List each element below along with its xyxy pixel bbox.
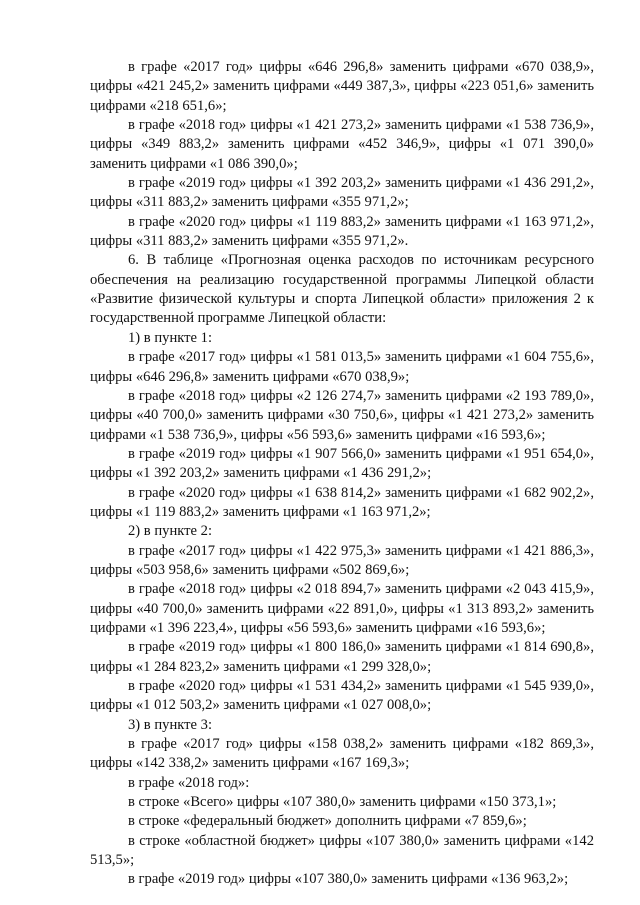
paragraph-point-2-2020: в графе «2020 год» цифры «1 531 434,2» заменить цифрами «1 545 939,0», цифры «1 012 503,2» заменить цифрами «1 027 008,0»; xyxy=(90,678,594,714)
paragraph-item-6: 6. В таблице «Прогнозная оценка расходов по источникам ресурсного обеспечения на реализацию государственной программы Липецкой области «Развитие физической культуры и спорта Липецкой области» приложения 2 к государственной программе Липецкой области: xyxy=(90,252,594,327)
paragraph-point-3-2018-heading: в графе «2018 год»: xyxy=(128,774,250,791)
paragraph-point-2-2018: в графе «2018 год» цифры «2 018 894,7» заменить цифрами «2 043 415,9», цифры «40 700,0» заменить цифрами «22 891,0», цифры «1 313 893,2» заменить цифрами «1 396 223,4», цифры «56 593,6» заменить цифрами «16 593,6»; xyxy=(90,581,594,636)
paragraph-point-1-2020: в графе «2020 год» цифры «1 638 814,2» заменить цифрами «1 682 902,2», цифры «1 119 883,2» заменить цифрами «1 163 971,2»; xyxy=(90,484,594,520)
paragraph-point-3-2019: в графе «2019 год» цифры «107 380,0» заменить цифрами «136 963,2»; xyxy=(128,871,569,888)
paragraph-point-3-2018-regional: в строке «областной бюджет» цифры «107 380,0» заменить цифрами «142 513,5»; xyxy=(90,832,594,869)
paragraph-2019-totals: в графе «2019 год» цифры «1 392 203,2» заменить цифрами «1 436 291,2», цифры «311 883,2» заменить цифрами «355 971,2»; xyxy=(90,175,594,211)
paragraph-point-3-2017: в графе «2017 год» цифры «158 038,2» заменить цифрами «182 869,3», цифры «142 338,2» заменить цифрами «167 169,3»; xyxy=(90,736,594,772)
paragraph-2020-totals: в графе «2020 год» цифры «1 119 883,2» заменить цифрами «1 163 971,2», цифры «311 883,2» заменить цифрами «355 971,2». xyxy=(90,213,594,250)
paragraph-point-2-2019: в графе «2019 год» цифры «1 800 186,0» заменить цифрами «1 814 690,8», цифры «1 284 823,2» заменить цифрами «1 299 328,0»; xyxy=(90,639,594,675)
paragraph-point-3-2018-total: в строке «Всего» цифры «107 380,0» заменить цифрами «150 373,1»; xyxy=(128,794,557,811)
paragraph-2018-totals: в графе «2018 год» цифры «1 421 273,2» заменить цифрами «1 538 736,9», цифры «349 883,2» заменить цифрами «452 346,9», цифры «1 071 390,0» заменить цифрами «1 086 390,0»; xyxy=(90,117,594,172)
paragraph-2017-totals: в графе «2017 год» цифры «646 296,8» заменить цифрами «670 038,9», цифры «421 245,2» заменить цифрами «449 387,3», цифры «223 051,6» заменить цифрами «218 651,6»; xyxy=(90,59,594,114)
paragraph-point-1-2017: в графе «2017 год» цифры «1 581 013,5» заменить цифрами «1 604 755,6», цифры «646 296,8» заменить цифрами «670 038,9»; xyxy=(90,349,594,385)
subsection-point-1: 1) в пункте 1: xyxy=(128,329,213,346)
document-body xyxy=(90,58,594,890)
paragraph-point-2-2017: в графе «2017 год» цифры «1 422 975,3» заменить цифрами «1 421 886,3», цифры «503 958,6» заменить цифрами «502 869,6»; xyxy=(90,542,594,578)
subsection-point-2: 2) в пункте 2: xyxy=(128,523,213,540)
paragraph-point-1-2019: в графе «2019 год» цифры «1 907 566,0» заменить цифрами «1 951 654,0», цифры «1 392 203,2» заменить цифрами «1 436 291,2»; xyxy=(90,445,594,482)
paragraph-point-1-2018: в графе «2018 год» цифры «2 126 274,7» заменить цифрами «2 193 789,0», цифры «40 700,0» заменить цифрами «30 750,6», цифры «1 421 273,2» заменить цифрами «1 538 736,9», цифры «56 593,6» заменить цифрами «16 593,6»; xyxy=(90,387,594,443)
subsection-point-3: 3) в пункте 3: xyxy=(128,716,213,733)
paragraph-point-3-2018-federal: в строке «федеральный бюджет» дополнить цифрами «7 859,6»; xyxy=(128,813,527,830)
